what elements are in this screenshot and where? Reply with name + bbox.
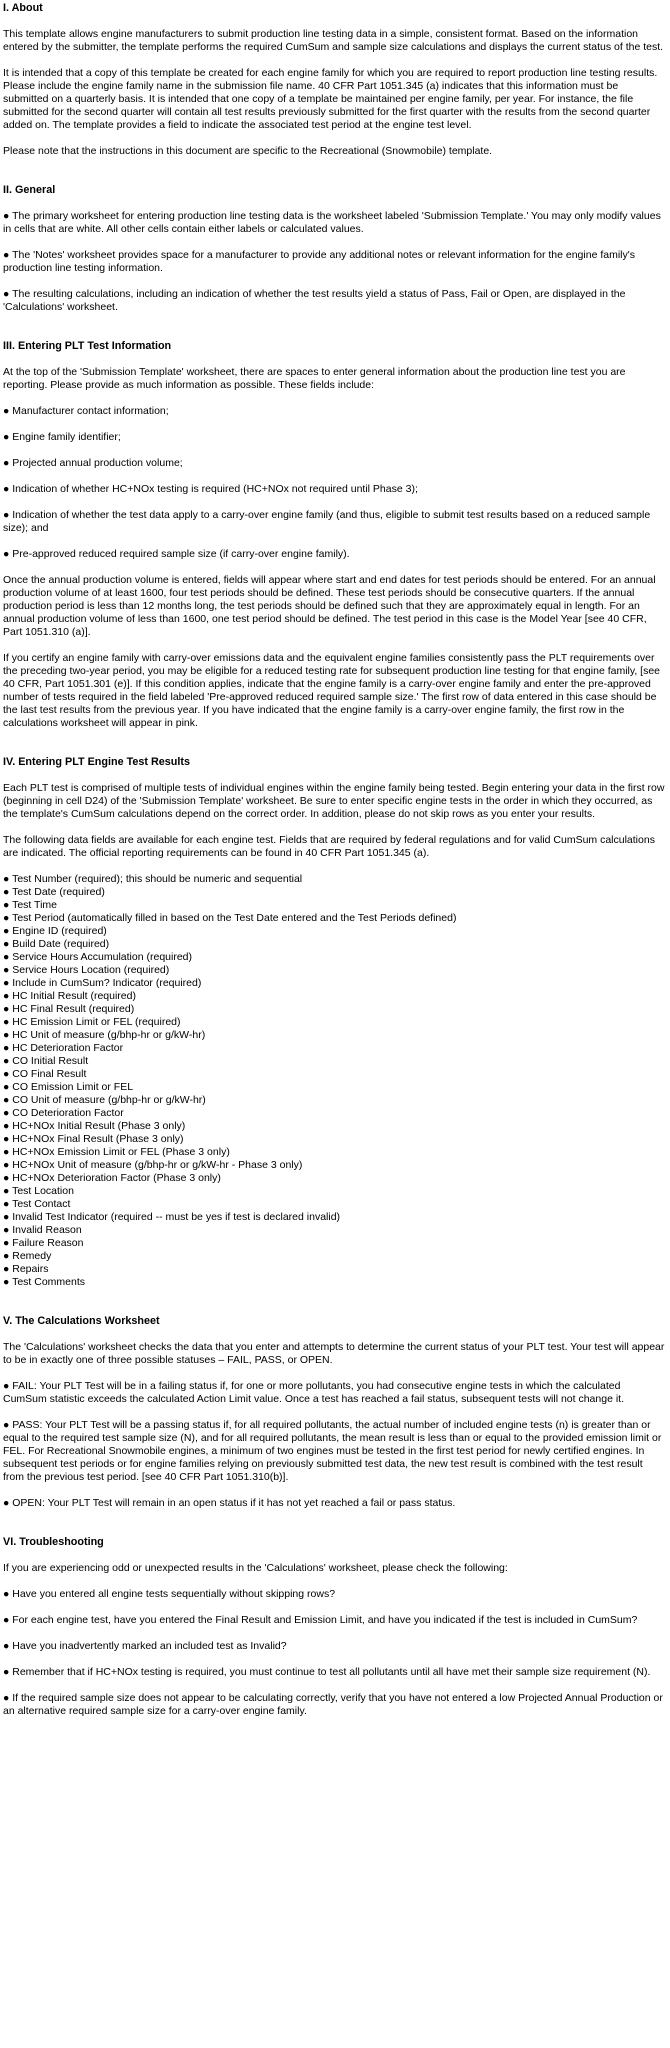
plt-info-intro: At the top of the 'Submission Template' worksheet, there are spaces to enter general information about the production line test you are reporting. Please provide as much information as possible. These fields include: bbox=[3, 366, 626, 391]
data-field-item: ● Build Date (required) bbox=[3, 938, 110, 950]
plt-info-item: ● Manufacturer contact information; bbox=[3, 405, 169, 417]
calculations-intro: The 'Calculations' worksheet checks the data that you enter and attempts to determine the current status of your PLT test. Your test will appear to be in exactly one of three possible statuses – FAIL, PASS, or OPEN. bbox=[3, 1341, 665, 1366]
troubleshooting-item: ● Remember that if HC+NOx testing is required, you must continue to test all pollutants until all have met their sample size requirement (N). bbox=[3, 1666, 651, 1678]
data-fields-list bbox=[3, 873, 665, 1289]
data-field-item: ● HC Emission Limit or FEL (required) bbox=[3, 1016, 181, 1028]
troubleshooting-item: ● If the required sample size does not appear to be calculating correctly, verify that you have not entered a low Projected Annual Production or an alternative required sample size for a carry-over engine family. bbox=[3, 1692, 663, 1717]
section-heading-about: I. About bbox=[3, 2, 43, 14]
data-field-item: ● Test Number (required); this should be numeric and sequential bbox=[3, 873, 303, 885]
data-field-item: ● Include in CumSum? Indicator (required) bbox=[3, 977, 202, 989]
data-field-item: ● Test Time bbox=[3, 899, 57, 911]
about-paragraph-3: Please note that the instructions in this document are specific to the Recreational (Snowmobile) template. bbox=[3, 145, 493, 157]
data-field-item: ● HC+NOx Initial Result (Phase 3 only) bbox=[3, 1120, 186, 1132]
section-heading-engine-results: IV. Entering PLT Engine Test Results bbox=[3, 756, 190, 768]
data-field-item: ● HC+NOx Deterioration Factor (Phase 3 only) bbox=[3, 1172, 221, 1184]
data-field-item: ● Test Contact bbox=[3, 1198, 71, 1210]
data-field-item: ● CO Deterioration Factor bbox=[3, 1107, 124, 1119]
status-fail-description: ● FAIL: Your PLT Test will be in a failing status if, for one or more pollutants, you had consecutive engine tests in which the calculated CumSum statistic exceeds the calculated Action Limit value. Once a test has reached a fail status, subsequent tests will not change it. bbox=[3, 1380, 624, 1405]
data-field-item: ● Remedy bbox=[3, 1250, 52, 1262]
status-pass-description: ● PASS: Your PLT Test will be a passing status if, for all required pollutants, the actual number of included engine tests (n) is greater than or equal to the required test sample size (N), and for all required pollutants, the mean result is less than or equal to the provided emission limit or FEL. For Recreational Snowmobile engines, a minimum of two engines must be tested in the first test period for newly certified engines. In subsequent test periods or for engine families relying on previously submitted test data, the new test result is combined with the test result from the previous test period. [see 40 CFR Part 1051.310(b)]. bbox=[3, 1419, 662, 1483]
data-field-item: ● CO Unit of measure (g/bhp-hr or g/kW-hr) bbox=[3, 1094, 206, 1106]
data-field-item: ● CO Initial Result bbox=[3, 1055, 89, 1067]
plt-info-item: ● Engine family identifier; bbox=[3, 431, 121, 443]
troubleshooting-intro: If you are experiencing odd or unexpected results in the 'Calculations' worksheet, please check the following: bbox=[3, 1562, 508, 1574]
data-field-item: ● Test Comments bbox=[3, 1276, 86, 1288]
data-field-item: ● HC+NOx Final Result (Phase 3 only) bbox=[3, 1133, 184, 1145]
section-heading-general: II. General bbox=[3, 184, 56, 196]
data-field-item: ● HC Initial Result (required) bbox=[3, 990, 136, 1002]
instructions-document bbox=[3, 2, 665, 1718]
data-field-item: ● Test Location bbox=[3, 1185, 74, 1197]
data-field-item: ● HC+NOx Emission Limit or FEL (Phase 3 only) bbox=[3, 1146, 230, 1158]
engine-results-paragraph-2: The following data fields are available for each engine test. Fields that are required by federal regulations and for valid CumSum calculations are indicated. The official reporting requirements can be found in 40 CFR Part 1051.345 (a). bbox=[3, 834, 655, 859]
about-paragraph-2: It is intended that a copy of this template be created for each engine family for which you are required to report production line testing results. Please include the engine family name in the submission file name. 40 CFR Part 1051.345 (a) indicates that this information must be submitted on a quarterly basis. It is intended that one copy of a template be maintained per engine family, per year. For instance, the file submitted for the second quarter will contain all test results previously submitted for the first quarter with the results from the second quarter added on. The template provides a field to indicate the associated test period at the engine test level. bbox=[3, 67, 658, 131]
data-field-item: ● Engine ID (required) bbox=[3, 925, 107, 937]
plt-info-item: ● Indication of whether HC+NOx testing is required (HC+NOx not required until Phase 3); bbox=[3, 483, 418, 495]
plt-info-item: ● Indication of whether the test data apply to a carry-over engine family (and thus, eligible to submit test results based on a reduced sample size); and bbox=[3, 509, 651, 534]
data-field-item: ● HC+NOx Unit of measure (g/bhp-hr or g/kW-hr - Phase 3 only) bbox=[3, 1159, 303, 1171]
engine-results-paragraph-1: Each PLT test is comprised of multiple tests of individual engines within the engine family being tested. Begin entering your data in the first row (beginning in cell D24) of the 'Submission Template' worksheet. Be sure to enter specific engine tests in the order in which they occurred, as the template's CumSum calculations depend on the correct order. In addition, please do not skip rows as you enter your results. bbox=[3, 782, 665, 820]
section-heading-calculations: V. The Calculations Worksheet bbox=[3, 1315, 160, 1327]
data-field-item: ● Invalid Reason bbox=[3, 1224, 82, 1236]
general-bullet-1: ● The primary worksheet for entering production line testing data is the worksheet labeled 'Submission Template.' You may only modify values in cells that are white. All other cells contain either labels or calculated values. bbox=[3, 210, 661, 235]
carry-over-paragraph: If you certify an engine family with carry-over emissions data and the equivalent engine families consistently pass the PLT requirements over the preceding two-year period, you may be eligible for a reduced testing rate for subsequent production line testing for that engine family, [see 40 CFR, Part 1051.301 (e)]. If this condition applies, indicate that the engine family is a carry-over engine family and enter the pre-approved number of tests required in the field labeled 'Pre-approved reduced required sample size.' The first row of data entered in this case should be the last test results from the previous year. If you have indicated that the engine family is a carry-over engine family, the first row in the calculations worksheet will appear in pink. bbox=[3, 652, 661, 729]
troubleshooting-item: ● For each engine test, have you entered the Final Result and Emission Limit, and have you indicated if the test is included in CumSum? bbox=[3, 1614, 638, 1626]
section-heading-plt-info: III. Entering PLT Test Information bbox=[3, 340, 172, 352]
test-periods-paragraph: Once the annual production volume is entered, fields will appear where start and end dates for test periods should be entered. For an annual production volume of at least 1600, four test periods should be defined. These test periods should be consecutive quarters. If the annual production period is less than 12 months long, the test periods should be defined such that they are approximately equal in length. For an annual production volume of less than 1600, one test period should be defined. The test period in this case is the Model Year [see 40 CFR, Part 1051.310 (a)]. bbox=[3, 574, 656, 638]
data-field-item: ● Repairs bbox=[3, 1263, 49, 1275]
troubleshooting-item: ● Have you inadvertently marked an included test as Invalid? bbox=[3, 1640, 287, 1652]
data-field-item: ● CO Emission Limit or FEL bbox=[3, 1081, 134, 1093]
general-bullet-2: ● The 'Notes' worksheet provides space for a manufacturer to provide any additional notes or relevant information for the engine family's production line testing information. bbox=[3, 249, 635, 274]
data-field-item: ● CO Final Result bbox=[3, 1068, 87, 1080]
plt-info-item: ● Pre-approved reduced required sample size (if carry-over engine family). bbox=[3, 548, 350, 560]
data-field-item: ● Service Hours Location (required) bbox=[3, 964, 170, 976]
data-field-item: ● HC Unit of measure (g/bhp-hr or g/kW-hr) bbox=[3, 1029, 206, 1041]
data-field-item: ● Test Period (automatically filled in based on the Test Date entered and the Test Periods defined) bbox=[3, 912, 457, 924]
general-bullet-3: ● The resulting calculations, including an indication of whether the test results yield a status of Pass, Fail or Open, are displayed in the 'Calculations' worksheet. bbox=[3, 288, 626, 313]
plt-info-item: ● Projected annual production volume; bbox=[3, 457, 183, 469]
section-heading-troubleshooting: VI. Troubleshooting bbox=[3, 1536, 104, 1548]
troubleshooting-item: ● Have you entered all engine tests sequentially without skipping rows? bbox=[3, 1588, 336, 1600]
data-field-item: ● Invalid Test Indicator (required -- must be yes if test is declared invalid) bbox=[3, 1211, 341, 1223]
data-field-item: ● Test Date (required) bbox=[3, 886, 105, 898]
data-field-item: ● HC Deterioration Factor bbox=[3, 1042, 124, 1054]
data-field-item: ● Service Hours Accumulation (required) bbox=[3, 951, 192, 963]
data-field-item: ● Failure Reason bbox=[3, 1237, 84, 1249]
status-open-description: ● OPEN: Your PLT Test will remain in an open status if it has not yet reached a fail or pass status. bbox=[3, 1497, 456, 1509]
about-paragraph-1: This template allows engine manufacturers to submit production line testing data in a simple, consistent format. Based on the information entered by the submitter, the template performs the required CumSum and sample size calculations and displays the current status of the test. bbox=[3, 28, 664, 53]
data-field-item: ● HC Final Result (required) bbox=[3, 1003, 135, 1015]
